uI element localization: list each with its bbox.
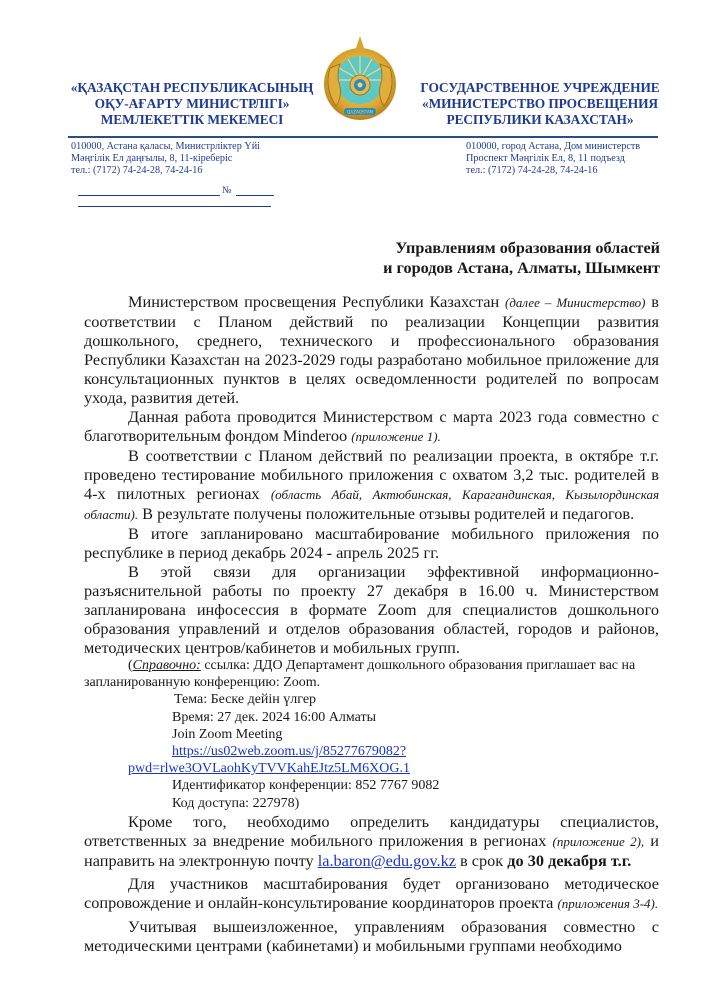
letter-body <box>84 292 659 955</box>
paragraph-testing: В соответствии с Планом действий по реализации проекта, в октябре т.г. проведено тестирование мобильного приложения с охватом 3,2 тыс. родителей в 4-х пилотных регионах (область Абай, Актюбинская, Карагандинская, Кызылординская области). В результате получены положительные отзывы родителей и педагогов. <box>84 446 659 523</box>
svg-text:QAZAQSTAN: QAZAQSTAN <box>346 109 374 115</box>
zoom-reference: (Справочно: ссылка: ДДО Департамент дошкольного образования приглашает вас на запланированную конференцию: Zoom. Тема: Беске дейін үлгер Время: 27 дек. 2024 16:00 Алматы Join Zoom Meeting https://us02web.zoom.us/j/85277679082?pwd=rlwe3OVLaohKyTVVKahEJtz5LM6XOG.1 Идентификатор конференции: 852 7767 9082 Код доступа: 227978) <box>84 657 659 812</box>
email-link[interactable]: la.baron@edu.gov.kz <box>317 850 456 870</box>
paragraph-infosession: В этой связи для организации эффективной информационно-разъяснительной работы по проекту 27 декабря в 16.00 ч. Министерством запланирована инфосессия в формате Zoom для специалистов дошкольного образования управлений и отделов образования областей, городов и районов, методических центров/кабинетов и мобильных групп. <box>84 562 659 657</box>
zoom-time: Время: 27 дек. 2024 16:00 Алматы <box>172 709 377 725</box>
paragraph-candidates: Кроме того, необходимо определить кандидатуры специалистов, ответственных за внедрение мобильного приложения в регионах (приложение 2), и направить на электронную почту la.baron@edu.gov.kz в срок до 30 декабря т.г. <box>84 811 659 870</box>
registration-date-line <box>78 195 220 196</box>
state-emblem-icon <box>322 28 398 136</box>
paragraph-conclusion: Учитывая вышеизложенное, управлениям образования совместно с методическими центрами (кабинетами) и мобильными группами необходимо <box>84 916 659 955</box>
address-kazakh: 010000, Астана қаласы, Министрліктер Үйі Мәңгілік Ел даңғылы, 8, 11-кіреберіс тел.: (7172) 74-24-28, 74-24-16 <box>71 141 260 176</box>
zoom-join-label: Join Zoom Meeting <box>172 726 283 742</box>
paragraph-partner: Данная работа проводится Министерством с марта 2023 года совместно с благотворительным фондом Minderoo (приложение 1). <box>84 407 659 445</box>
org-name-russian: ГОСУДАРСТВЕННОЕ УЧРЕЖДЕНИЕ «МИНИСТЕРСТВО ПРОСВЕЩЕНИЯ РЕСПУБЛИКИ КАЗАХСТАН» <box>420 80 660 127</box>
zoom-passcode: Код доступа: 227978) <box>172 795 300 811</box>
letterhead-divider <box>68 136 658 138</box>
registration-number-line <box>236 195 274 196</box>
paragraph-support: Для участников масштабирования будет организовано методическое сопровождение и онлайн-консультирование координаторов проекта (приложения 3-4). <box>84 873 659 912</box>
zoom-topic: Тема: Беске дейін үлгер <box>174 692 317 708</box>
registration-number-label: № <box>222 185 232 196</box>
paragraph-intro: Министерством просвещения Республики Казахстан (далее – Министерство) в соответствии с Планом действий по реализации Концепции развития дошкольного, среднего, технического и профессионального образования Республики Казахстан на 2023-2029 годы разработано мобильное приложение для консультационных пунктов в целях осведомленности родителей по вопросам ухода, развития детей. <box>84 292 659 407</box>
zoom-meeting-link[interactable]: https://us02web.zoom.us/j/85277679082?pwd=rlwe3OVLaohKyTVVKahEJtz5LM6XOG.1 <box>128 744 411 777</box>
paragraph-scaling: В итоге запланировано масштабирование мобильного приложения по республике в период декабрь 2024 - апрель 2025 гг. <box>84 524 659 562</box>
reference-line <box>78 206 271 207</box>
letterhead <box>0 0 712 215</box>
address-russian: 010000, город Астана, Дом министерств Проспект Мәңгілік Ел, 8, 11 подъезд тел.: (7172) 74-24-28, 74-24-16 <box>466 141 641 176</box>
zoom-conference-id: Идентификатор конференции: 852 7767 9082 <box>172 778 440 794</box>
addressee: Управлениям образования областей и городов Астана, Алматы, Шымкент <box>383 239 660 277</box>
org-name-kazakh: «ҚАЗАҚСТАН РЕСПУБЛИКАСЫНЫҢ ОҚУ-АҒАРТУ МИНИСТРЛІГІ» МЕМЛЕКЕТТІК МЕКЕМЕСІ <box>70 80 314 127</box>
